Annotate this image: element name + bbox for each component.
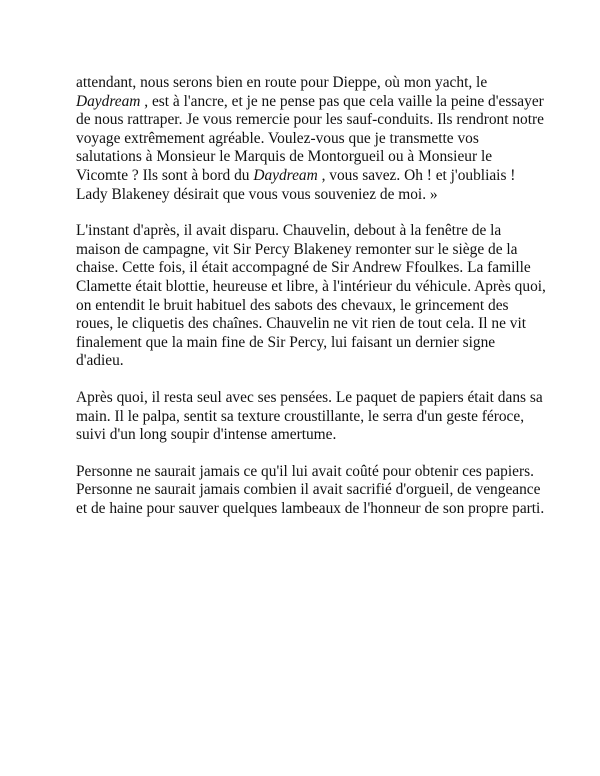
paragraph-4 [76, 463, 546, 519]
paragraph-4-text: Personne ne saurait jamais ce qu'il lui avait coûté pour obtenir ces papiers. Personne ne saurait jamais combien il avait sacrifié d'orgueil, de vengeance et de haine pour sauver quelques lambeaux de l'honneur de son propre parti. [76, 462, 545, 517]
paragraph-1 [76, 74, 546, 204]
ship-name-italic: Daydream [253, 166, 318, 184]
paragraph-2 [76, 222, 546, 371]
paragraph-1-text: , est à l'ancre, et je ne pense pas que cela vaille la peine d'essayer de nous rattraper. Je vous remercie pour les sauf-conduits. Ils rendront notre voyage extrêmement agréable. Voulez-vous que je transmette vos salutations à Monsieur le Marquis de Montorgueil ou à Monsieur le Vicomte ? Ils sont à bord du [76, 92, 544, 184]
ship-name-italic: Daydream [76, 92, 141, 110]
paragraph-1-text: , vous savez. Oh ! et j'oubliais ! Lady Blakeney désirait que vous vous souveniez de moi. » [76, 166, 516, 203]
document-page [76, 74, 546, 536]
paragraph-1-text: attendant, nous serons bien en route pour Dieppe, où mon yacht, le [76, 74, 488, 91]
paragraph-3-text: Après quoi, il resta seul avec ses pensées. Le paquet de papiers était dans sa main. Il le palpa, sentit sa texture croustillante, le serra d'un geste féroce, suivi d'un long soupir d'intense amertume. [76, 388, 543, 444]
paragraph-3 [76, 389, 546, 445]
paragraph-2-text: L'instant d'après, il avait disparu. Chauvelin, debout à la fenêtre de la maison de campagne, vit Sir Percy Blakeney remonter sur le siège de la chaise. Cette fois, il était accompagné de Sir Andrew Ffoulkes. La famille Clamette était blottie, heureuse et libre, à l'intérieur du véhicule. Après quoi, on entendit le bruit habituel des sabots des chevaux, le grincement des roues, le cliquetis des chaînes. Chauvelin ne vit rien de tout cela. Il ne vit finalement que la main fine de Sir Percy, lui faisant un dernier signe d'adieu. [76, 222, 546, 370]
